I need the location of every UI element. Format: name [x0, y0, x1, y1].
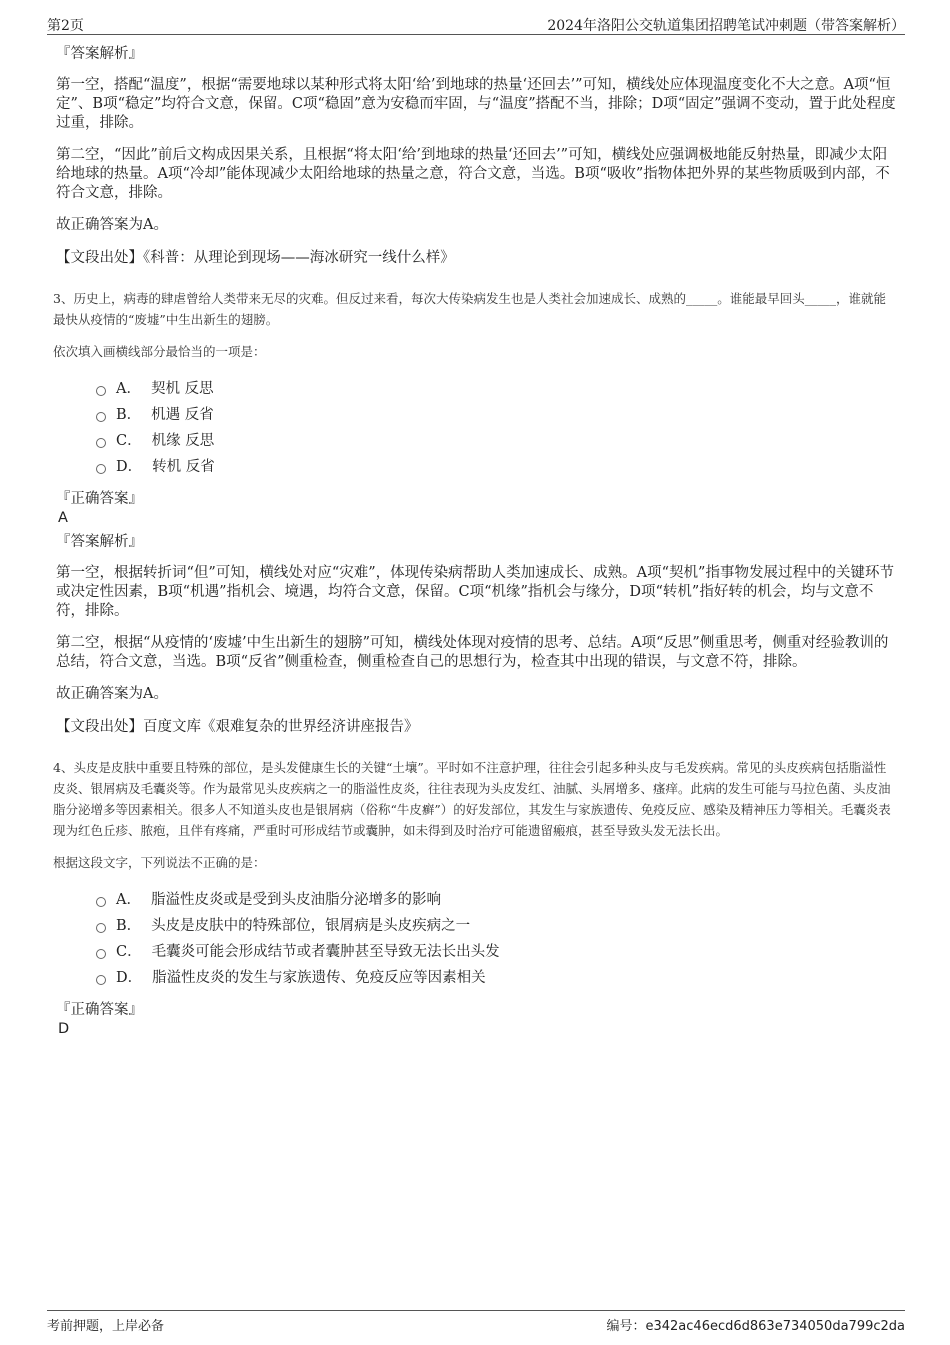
radio-icon[interactable] — [96, 464, 106, 474]
correct-answer-label: 『正确答案』 — [56, 1002, 143, 1018]
option-text: 机缘 反思 — [151, 433, 215, 449]
option-letter: B． — [116, 407, 142, 423]
analysis-paragraph: 第一空，根据转折词“但”可知，横线处对应“灾难”，体现传染病帮助人类加速成长、成熟。A项“契机”指事物发展过程中的关键环节或决定性因素，B项“机遇”指机会、境遇，均符合文意，保留。C项“机缘”指机会与缘分，D项“转机”指好转的机会，均与文意不符，排除。 — [56, 565, 894, 619]
option-c[interactable] — [96, 428, 896, 454]
analysis-paragraph: 第二空，根据“从疫情的‘废墟’中生出新生的翅膀”可知，横线处体现对疫情的思考、总结。A项“反思”侧重思考，侧重对经验教训的总结，符合文意，当选。B项“反省”侧重检查，侧重检查自己的思想行为，检查其中出现的错误，与文意不符，排除。 — [56, 635, 889, 670]
option-c[interactable] — [96, 939, 896, 965]
page-content — [53, 44, 896, 1043]
option-text: 脂溢性皮炎或是受到头皮油脂分泌增多的影响 — [150, 892, 441, 908]
option-b[interactable] — [96, 913, 896, 939]
analysis-conclusion: 故正确答案为A。 — [56, 686, 168, 702]
option-letter: A． — [116, 381, 141, 397]
option-text: 毛囊炎可能会形成结节或者囊肿甚至导致无法长出头发 — [151, 944, 500, 960]
question-3-options — [96, 376, 896, 480]
option-letter: B． — [116, 918, 142, 934]
passage-source: 【文段出处】《科普：从理论到现场——海冰研究一线什么样》 — [56, 250, 455, 266]
correct-answer-label: 『正确答案』 — [56, 491, 143, 507]
page-number: 第2页 — [47, 18, 84, 34]
option-a[interactable] — [96, 376, 896, 402]
analysis-label: 『答案解析』 — [56, 46, 143, 62]
page-footer — [47, 1310, 905, 1333]
question-3-text: 3、历史上，病毒的肆虐曾给人类带来无尽的灾难。但反过来看，每次大传染病发生也是人类社会加速成长、成熟的_____。谁能最早回头_____，谁就能最快从疫情的“废墟”中生出新生的翅膀。 — [53, 291, 886, 327]
radio-icon[interactable] — [96, 438, 106, 448]
document-code — [606, 1315, 905, 1334]
document-code-value: e342ac46ecd6d863e734050da799c2da — [645, 1319, 905, 1334]
radio-icon[interactable] — [96, 949, 106, 959]
page-header — [47, 14, 905, 35]
radio-icon[interactable] — [96, 975, 106, 985]
question-4-prompt: 根据这段文字，下列说法不正确的是： — [53, 855, 266, 870]
analysis-conclusion: 故正确答案为A。 — [56, 217, 168, 233]
option-letter: C． — [116, 944, 142, 960]
passage-source: 【文段出处】百度文库《艰难复杂的世界经济讲座报告》 — [56, 719, 419, 735]
option-letter: A． — [116, 892, 141, 908]
option-text: 头皮是皮肤中的特殊部位，银屑病是头皮疾病之一 — [151, 918, 471, 934]
option-a[interactable] — [96, 887, 896, 913]
correct-answer-value: D — [58, 1021, 70, 1037]
footer-slogan: 考前押题，上岸必备 — [47, 1319, 165, 1334]
question-4-options — [96, 887, 896, 991]
option-text: 契机 反思 — [150, 381, 214, 397]
analysis-paragraph: 第二空，“因此”前后文构成因果关系，且根据“将太阳‘给’到地球的热量‘还回去’”可知，横线处应强调极地能反射热量，即减少太阳给地球的热量。A项“冷却”能体现减少太阳给地球的热量之意，符合文意，当选。B项“吸收”指物体把外界的某些物质吸到内部，不符合文意，排除。 — [56, 147, 890, 201]
correct-answer-value: A — [58, 510, 68, 526]
option-letter: C． — [116, 433, 142, 449]
option-d[interactable] — [96, 965, 896, 991]
radio-icon[interactable] — [96, 412, 106, 422]
option-text: 脂溢性皮炎的发生与家族遗传、免疫反应等因素相关 — [152, 970, 486, 986]
question-3-prompt: 依次填入画横线部分最恰当的一项是： — [53, 344, 266, 359]
document-code-label: 编号： — [606, 1319, 646, 1334]
question-4-text: 4、头皮是皮肤中重要且特殊的部位，是头发健康生长的关键“土壤”。平时如不注意护理，往往会引起多种头皮与毛发疾病。常见的头皮疾病包括脂溢性皮炎、银屑病及毛囊炎等。作为最常见头皮疾病之一的脂溢性皮炎，往往表现为头皮发红、油腻、头屑增多、瘙痒。此病的发生可能与马拉色菌、头皮油脂分泌增多等因素相关。很多人不知道头皮也是银屑病（俗称“牛皮癣”）的好发部位，其发生与家族遗传、免疫反应、感染及精神压力等相关。毛囊炎表现为红色丘疹、脓疱，且伴有疼痛，严重时可形成结节或囊肿，如未得到及时治疗可能遗留瘢痕，甚至导致头发无法长出。 — [53, 760, 891, 838]
analysis-label: 『答案解析』 — [56, 534, 143, 550]
option-d[interactable] — [96, 454, 896, 480]
analysis-paragraph: 第一空，搭配“温度”，根据“需要地球以某种形式将太阳‘给’到地球的热量‘还回去’”可知，横线处应体现温度变化不大之意。A项“恒定”、B项“稳定”均符合文意，保留。C项“稳固”意为安稳而牢固，与“温度”搭配不当，排除；D项“固定”强调不变动，置于此处程度过重，排除。 — [56, 77, 896, 131]
option-text: 机遇 反省 — [151, 407, 214, 423]
option-letter: D． — [116, 970, 143, 986]
radio-icon[interactable] — [96, 923, 106, 933]
radio-icon[interactable] — [96, 386, 106, 396]
document-title: 2024年洛阳公交轨道集团招聘笔试冲刺题（带答案解析） — [547, 18, 905, 34]
option-b[interactable] — [96, 402, 896, 428]
option-text: 转机 反省 — [152, 459, 215, 475]
radio-icon[interactable] — [96, 897, 106, 907]
option-letter: D． — [116, 459, 143, 475]
